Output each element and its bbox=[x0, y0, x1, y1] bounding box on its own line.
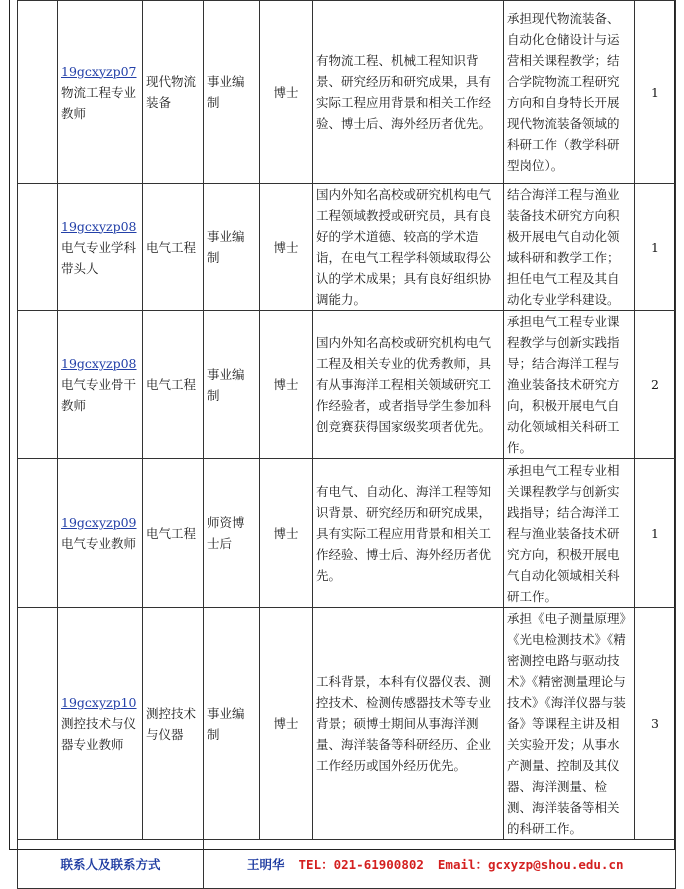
contact-row bbox=[18, 840, 676, 889]
discipline-cell: 测控技术与仪器 bbox=[143, 608, 204, 840]
table-row bbox=[18, 311, 676, 459]
degree-cell: 博士 bbox=[260, 608, 313, 840]
discipline-cell: 电气工程 bbox=[143, 311, 204, 459]
blank-cell bbox=[18, 459, 58, 608]
position-cell bbox=[58, 184, 143, 311]
position-title: 测控技术与仪器专业教师 bbox=[61, 716, 137, 752]
requirements-cell: 国内外知名高校或研究机构电气工程及相关专业的优秀教师，具有从事海洋工程相关领域研究工作经验者，或者指导学生参加科创竞赛获得国家级奖项者优先。 bbox=[313, 311, 504, 459]
position-title: 物流工程专业教师 bbox=[61, 84, 137, 121]
count-cell: 3 bbox=[635, 608, 676, 840]
duties-cell: 承担现代物流装备、自动化仓储设计与运营相关课程教学；结合学院物流工程研究方向和自身特长开展现代物流装备领域的科研工作（教学科研型岗位）。 bbox=[504, 1, 635, 184]
position-code-link[interactable]: 19gcxyzp09 bbox=[61, 515, 137, 530]
duties-cell: 承担电气工程专业相关课程教学与创新实践指导；结合海洋工程与渔业装备技术研究方向，积极开展电气自动化领域相关科研工作。 bbox=[504, 459, 635, 608]
position-code-link[interactable]: 19gcxyzp10 bbox=[61, 695, 137, 710]
degree-cell: 博士 bbox=[260, 1, 313, 184]
duties-cell: 承担电气工程专业课程教学与创新实践指导；结合海洋工程与渔业装备技术研究方向，积极开展电气自动化领域相关科研工作。 bbox=[504, 311, 635, 459]
position-code-link[interactable]: 19gcxyzp08 bbox=[61, 356, 137, 371]
blank-cell bbox=[18, 1, 58, 184]
blank-cell bbox=[18, 311, 58, 459]
degree-cell: 博士 bbox=[260, 184, 313, 311]
employment-type-cell: 事业编制 bbox=[204, 608, 260, 840]
employment-type-cell: 事业编制 bbox=[204, 1, 260, 184]
discipline-cell: 现代物流装备 bbox=[143, 1, 204, 184]
table-row bbox=[18, 459, 676, 608]
count-cell: 1 bbox=[635, 1, 676, 184]
discipline-cell: 电气工程 bbox=[143, 459, 204, 608]
contact-info bbox=[204, 840, 676, 889]
requirements-cell: 有电气、自动化、海洋工程等知识背景、研究经历和研究成果，具有实际工程应用背景和相关工作经验、博士后、海外经历者优先。 bbox=[313, 459, 504, 608]
degree-cell: 博士 bbox=[260, 459, 313, 608]
position-code-link[interactable]: 19gcxyzp07 bbox=[61, 63, 137, 79]
requirements-cell: 国内外知名高校或研究机构电气工程领域教授或研究员，具有良好的学术道德、较高的学术造诣，在电气工程学科领域取得公认的学术成果；具有良好组织协调能力。 bbox=[313, 184, 504, 311]
position-cell bbox=[58, 459, 143, 608]
employment-type-cell: 师资博士后 bbox=[204, 459, 260, 608]
contact-label: 联系人及联系方式 bbox=[18, 840, 204, 889]
contact-phone: TEL：021-61900802 bbox=[298, 856, 424, 872]
table-row bbox=[18, 184, 676, 311]
requirements-cell: 有物流工程、机械工程知识背景、研究经历和研究成果，具有实际工程应用背景和相关工作经验、博士后、海外经历者优先。 bbox=[313, 1, 504, 184]
position-code-link[interactable]: 19gcxyzp08 bbox=[61, 218, 137, 234]
count-cell: 1 bbox=[635, 459, 676, 608]
discipline-cell: 电气工程 bbox=[143, 184, 204, 311]
table-row bbox=[18, 608, 676, 840]
employment-type-cell: 事业编制 bbox=[204, 184, 260, 311]
position-cell bbox=[58, 1, 143, 184]
position-title: 电气专业教师 bbox=[61, 536, 137, 551]
requirements-cell: 工科背景，本科有仪器仪表、测控技术、检测传感器技术等专业背景；硕博士期间从事海洋测量、海洋装备等科研经历、企业工作经历或国外经历优先。 bbox=[313, 608, 504, 840]
count-cell: 1 bbox=[635, 184, 676, 311]
employment-type-cell: 事业编制 bbox=[204, 311, 260, 459]
contact-name: 王明华 bbox=[247, 856, 285, 872]
recruitment-table bbox=[17, 0, 676, 889]
table-row bbox=[18, 1, 676, 184]
position-cell bbox=[58, 608, 143, 840]
position-title: 电气专业骨干教师 bbox=[61, 377, 137, 413]
degree-cell: 博士 bbox=[260, 311, 313, 459]
blank-cell bbox=[18, 608, 58, 840]
count-cell: 2 bbox=[635, 311, 676, 459]
duties-cell: 承担《电子测量原理》《光电检测技术》《精密测控电路与驱动技术》《精密测量理论与技术》《海洋仪器与装备》等课程主讲及相关实验开发；从事水产测量、控制及其仪器、海洋测量、检测、海洋装备等相关的科研工作。 bbox=[504, 608, 635, 840]
position-cell bbox=[58, 311, 143, 459]
blank-cell bbox=[18, 184, 58, 311]
contact-email[interactable]: Email：gcxyzp@shou.edu.cn bbox=[437, 856, 624, 872]
duties-cell: 结合海洋工程与渔业装备技术研究方向积极开展电气自动化领域科研和教学工作；担任电气工程及其自动化专业学科建设。 bbox=[504, 184, 635, 311]
position-title: 电气专业学科带头人 bbox=[61, 239, 137, 276]
